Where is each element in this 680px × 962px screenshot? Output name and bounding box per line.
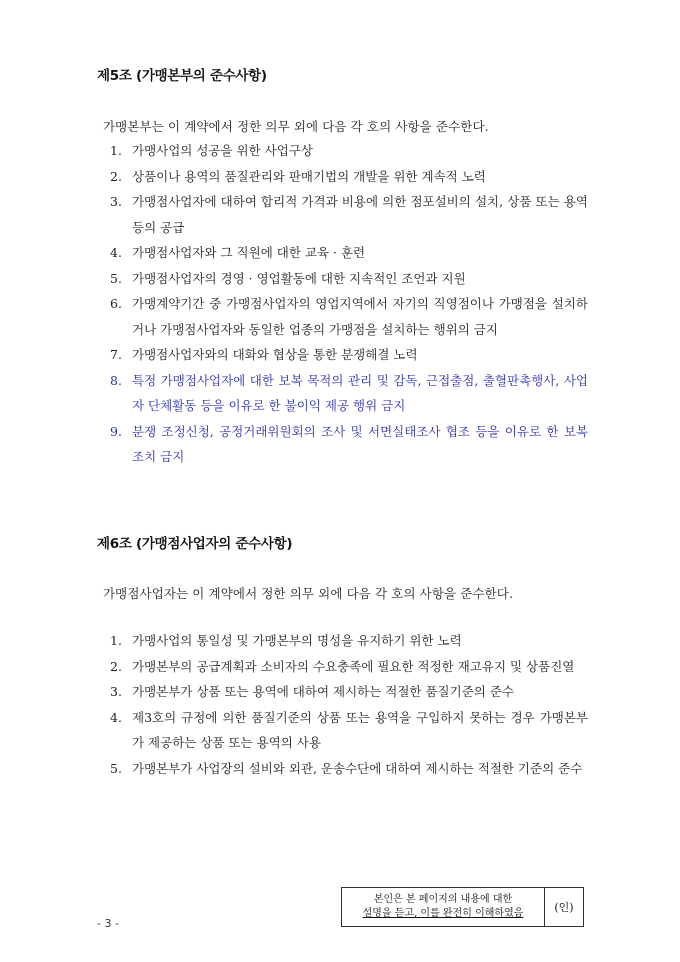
article-5-intro: 가맹본부는 이 계약에서 정한 의무 외에 다음 각 호의 사항을 준수한다. bbox=[103, 119, 489, 134]
seal-field[interactable]: (인) bbox=[554, 901, 574, 914]
article-5-heading: 제5조 (가맹본부의 준수사항) bbox=[97, 68, 267, 84]
article-5-list bbox=[110, 138, 588, 470]
list-item: 6. 가맹계약기간 중 가맹점사업자의 영업지역에서 자기의 직영점이나 가맹점을 설치하거나 가맹점사업자와 동일한 업종의 가맹점을 설치하는 행위의 금지 bbox=[110, 296, 588, 337]
article-6-heading: 제6조 (가맹점사업자의 준수사항) bbox=[97, 536, 293, 552]
list-item: 5. 가맹본부가 사업장의 설비와 외관, 운송수단에 대하여 제시하는 적절한 기준의 준수 bbox=[110, 760, 583, 776]
article-6-intro: 가맹점사업자는 이 계약에서 정한 의무 외에 다음 각 호의 사항을 준수한다. bbox=[103, 586, 514, 601]
list-item: 5. 가맹점사업자의 경영 · 영업활동에 대한 지속적인 조언과 지원 bbox=[110, 270, 466, 286]
list-item: 3. 가맹점사업자에 대하여 합리적 가격과 비용에 의한 점포설비의 설치, 상품 또는 용역 등의 공급 bbox=[110, 194, 588, 235]
list-item: 2. 상품이나 용역의 품질관리와 판매기법의 개발을 위한 계속적 노력 bbox=[110, 168, 486, 184]
list-item: 7. 가맹점사업자와의 대화와 협상을 통한 분쟁해결 노력 bbox=[110, 347, 418, 362]
list-item: 4. 가맹점사업자와 그 직원에 대한 교육 · 훈련 bbox=[110, 245, 366, 260]
list-item: 2. 가맹본부의 공급계획과 소비자의 수요충족에 필요한 적정한 재고유지 및 상품진열 bbox=[110, 658, 575, 674]
list-item: 1. 가맹사업의 성공을 위한 사업구상 bbox=[110, 143, 313, 158]
article-6-list bbox=[110, 628, 588, 781]
list-item: 3. 가맹본부가 상품 또는 용역에 대하여 제시하는 적절한 품질기준의 준수 bbox=[110, 684, 514, 699]
confirmation-box bbox=[341, 887, 584, 927]
list-item-highlighted: 9. 분쟁 조정신청, 공정거래위원회의 조사 및 서면실태조사 협조 등을 이유로 한 보복 조치 금지 bbox=[110, 423, 588, 464]
list-item-highlighted: 8. 특정 가맹점사업자에 대한 보복 목적의 관리 및 감독, 근접출점, 출혈판촉행사, 사업자 단체활동 등을 이유로 한 불이익 제공 행위 금지 bbox=[110, 372, 588, 413]
list-item: 4. 제3호의 규정에 의한 품질기준의 상품 또는 용역을 구입하지 못하는 경우 가맹본부가 제공하는 상품 또는 용역의 사용 bbox=[110, 709, 588, 750]
page-number: - 3 - bbox=[97, 917, 119, 930]
list-item: 1. 가맹사업의 통일성 및 가맹본부의 명성을 유지하기 위한 노력 bbox=[110, 633, 462, 648]
confirmation-statement: 본인은 본 페이지의 내용에 대한 설명을 듣고, 이를 완전히 이해하였음 bbox=[342, 888, 545, 926]
